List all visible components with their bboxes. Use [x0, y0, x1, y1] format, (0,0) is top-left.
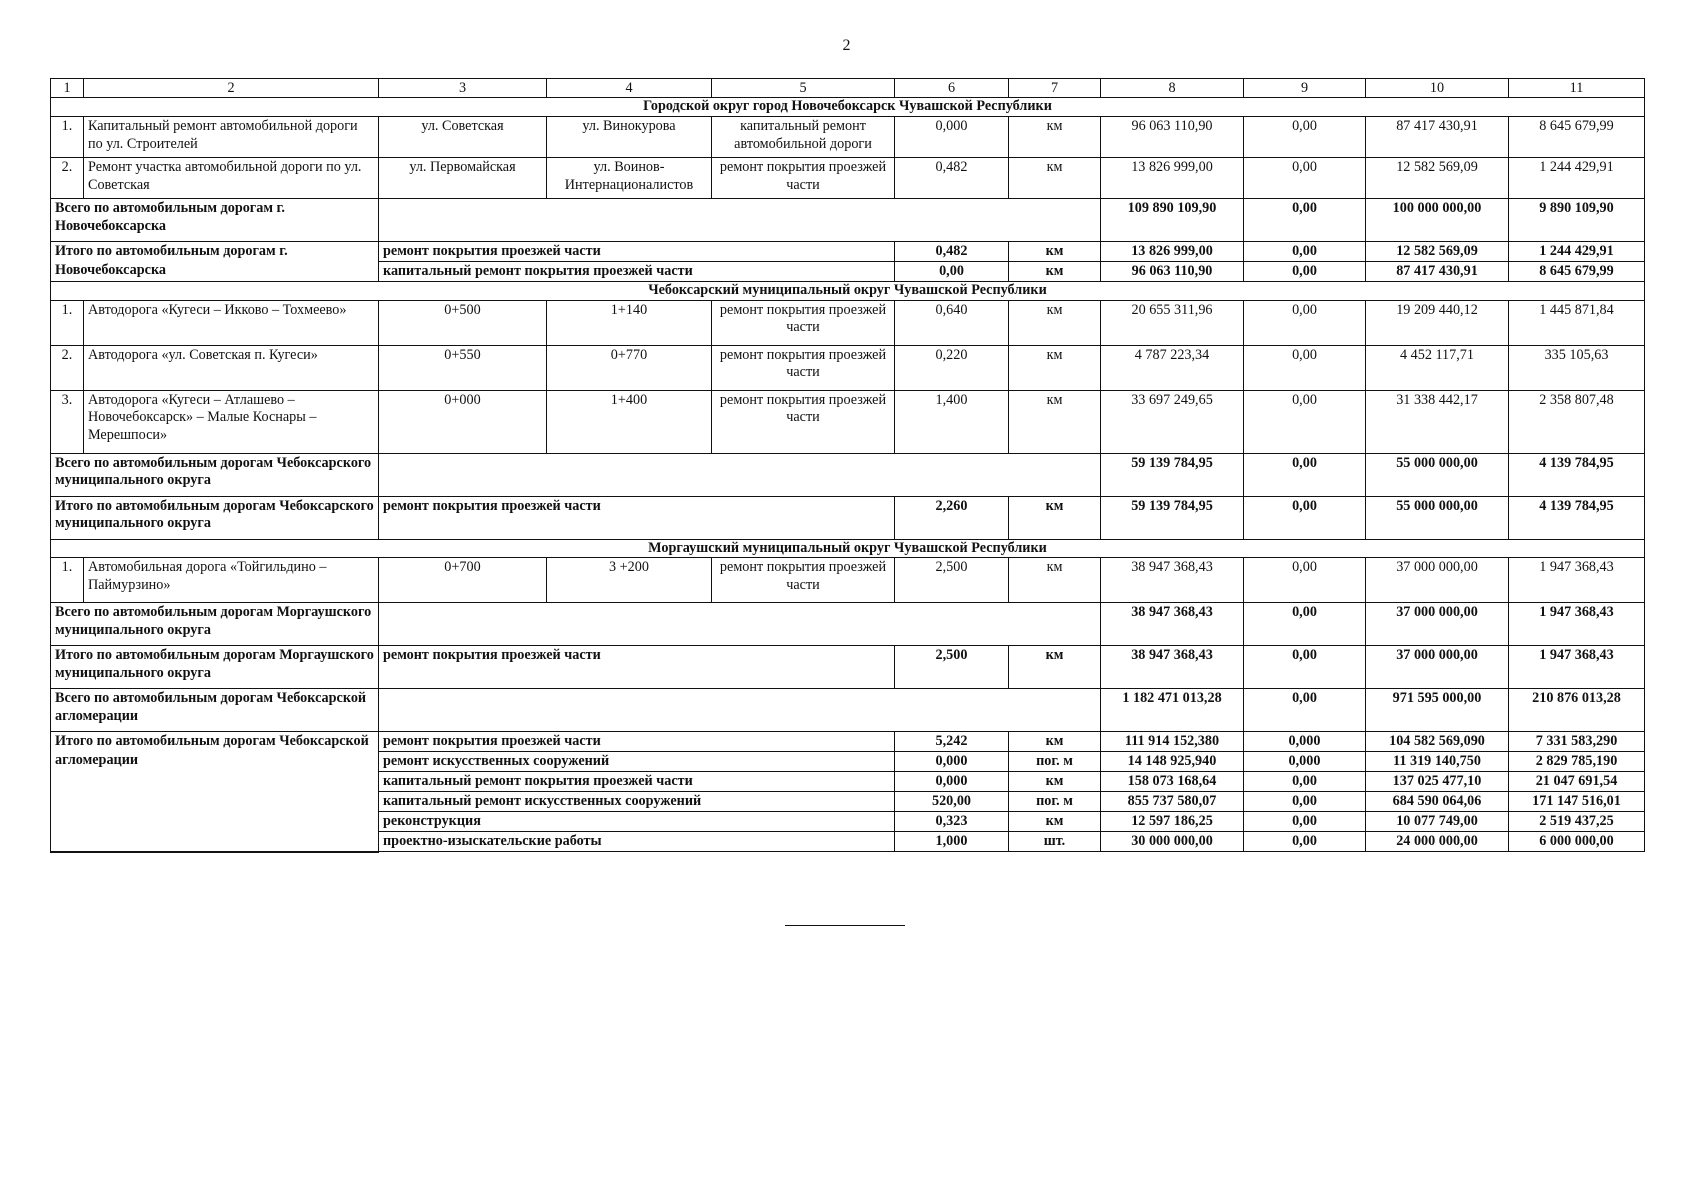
section-title-row	[51, 98, 1645, 117]
row-number: 3.	[51, 390, 84, 453]
quantity: 1,400	[895, 390, 1009, 453]
total-cost: 38 947 368,43	[1101, 646, 1244, 689]
total-cost: 59 139 784,95	[1101, 496, 1244, 539]
local-funds: 8 645 679,99	[1509, 116, 1645, 157]
local-funds: 8 645 679,99	[1509, 261, 1645, 281]
agglomeration-total-row	[51, 732, 1645, 752]
work-type: ремонт покрытия проезжей части	[712, 157, 895, 198]
total-cost: 12 597 186,25	[1101, 812, 1244, 832]
segment-start: ул. Советская	[379, 116, 547, 157]
total-cost: 96 063 110,90	[1101, 261, 1244, 281]
total-cost: 96 063 110,90	[1101, 116, 1244, 157]
column-number-8: 8	[1101, 79, 1244, 98]
quantity: 0,00	[895, 261, 1009, 281]
federal-funds: 0,00	[1244, 832, 1366, 852]
total-cost: 13 826 999,00	[1101, 241, 1244, 261]
total-cost: 59 139 784,95	[1101, 453, 1244, 496]
federal-funds: 0,00	[1244, 345, 1366, 390]
agglomeration-subtotal-row	[51, 689, 1645, 732]
regional-funds: 4 452 117,71	[1366, 345, 1509, 390]
road-name: Ремонт участка автомобильной дороги по ул. Советская	[84, 157, 379, 198]
total-label: Итого по автомобильным дорогам Моргаушского муниципального округа	[51, 646, 379, 689]
quantity: 0,220	[895, 345, 1009, 390]
quantity: 0,000	[895, 116, 1009, 157]
work-type: капитальный ремонт искусственных сооружений	[379, 792, 895, 812]
section-title: Моргаушский муниципальный округ Чувашской Республики	[51, 539, 1645, 558]
quantity: 2,500	[895, 558, 1009, 603]
work-type: ремонт покрытия проезжей части	[379, 241, 895, 261]
regional-funds: 55 000 000,00	[1366, 496, 1509, 539]
subtotal-row	[51, 198, 1645, 241]
quantity: 0,000	[895, 752, 1009, 772]
unit: км	[1009, 345, 1101, 390]
federal-funds: 0,00	[1244, 300, 1366, 345]
local-funds: 171 147 516,01	[1509, 792, 1645, 812]
total-cost: 855 737 580,07	[1101, 792, 1244, 812]
federal-funds: 0,00	[1244, 241, 1366, 261]
segment-end: 3 +200	[547, 558, 712, 603]
segment-end: 1+400	[547, 390, 712, 453]
table-row	[51, 345, 1645, 390]
quantity: 2,260	[895, 496, 1009, 539]
row-number: 1.	[51, 300, 84, 345]
regional-funds: 100 000 000,00	[1366, 198, 1509, 241]
unit: пог. м	[1009, 752, 1101, 772]
unit: км	[1009, 261, 1101, 281]
table-row	[51, 390, 1645, 453]
section-title: Городской округ город Новочебоксарск Чувашской Республики	[51, 98, 1645, 117]
subtotal-row	[51, 603, 1645, 646]
road-name: Автодорога «ул. Советская п. Кугеси»	[84, 345, 379, 390]
segment-start: ул. Первомайская	[379, 157, 547, 198]
work-type: ремонт покрытия проезжей части	[712, 345, 895, 390]
federal-funds: 0,000	[1244, 752, 1366, 772]
federal-funds: 0,00	[1244, 689, 1366, 732]
road-repair-table	[50, 78, 1645, 853]
local-funds: 9 890 109,90	[1509, 198, 1645, 241]
empty-cell	[379, 689, 1101, 732]
total-by-type-row	[51, 496, 1645, 539]
federal-funds: 0,00	[1244, 646, 1366, 689]
empty-cell	[379, 603, 1101, 646]
segment-end: ул. Воинов-Интернационалистов	[547, 157, 712, 198]
quantity: 2,500	[895, 646, 1009, 689]
local-funds: 1 947 368,43	[1509, 558, 1645, 603]
column-number-11: 11	[1509, 79, 1645, 98]
section-title-row	[51, 281, 1645, 300]
total-by-type-row	[51, 241, 1645, 261]
unit: км	[1009, 157, 1101, 198]
subtotal-label: Всего по автомобильным дорогам Чебоксарского муниципального округа	[51, 453, 379, 496]
total-cost: 4 787 223,34	[1101, 345, 1244, 390]
unit: км	[1009, 390, 1101, 453]
column-number-1: 1	[51, 79, 84, 98]
unit: км	[1009, 646, 1101, 689]
local-funds: 2 358 807,48	[1509, 390, 1645, 453]
unit: км	[1009, 812, 1101, 832]
unit: км	[1009, 116, 1101, 157]
quantity: 0,482	[895, 157, 1009, 198]
local-funds: 2 519 437,25	[1509, 812, 1645, 832]
total-cost: 109 890 109,90	[1101, 198, 1244, 241]
federal-funds: 0,00	[1244, 453, 1366, 496]
regional-funds: 24 000 000,00	[1366, 832, 1509, 852]
work-type: ремонт покрытия проезжей части	[379, 646, 895, 689]
subtotal-label: Всего по автомобильным дорогам Моргаушского муниципального округа	[51, 603, 379, 646]
road-name: Автодорога «Кугеси – Икково – Тохмеево»	[84, 300, 379, 345]
total-cost: 20 655 311,96	[1101, 300, 1244, 345]
quantity: 0,640	[895, 300, 1009, 345]
header-row	[51, 79, 1645, 98]
page-number: 2	[842, 37, 851, 54]
regional-funds: 87 417 430,91	[1366, 261, 1509, 281]
regional-funds: 37 000 000,00	[1366, 603, 1509, 646]
federal-funds: 0,00	[1244, 390, 1366, 453]
section-title: Чебоксарский муниципальный округ Чувашской Республики	[51, 281, 1645, 300]
segment-start: 0+550	[379, 345, 547, 390]
work-type: ремонт покрытия проезжей части	[712, 390, 895, 453]
quantity: 5,242	[895, 732, 1009, 752]
column-number-9: 9	[1244, 79, 1366, 98]
regional-funds: 137 025 477,10	[1366, 772, 1509, 792]
local-funds: 6 000 000,00	[1509, 832, 1645, 852]
work-type: капитальный ремонт автомобильной дороги	[712, 116, 895, 157]
empty-cell	[379, 198, 1101, 241]
total-cost: 111 914 152,380	[1101, 732, 1244, 752]
work-type: ремонт покрытия проезжей части	[379, 732, 895, 752]
work-type: капитальный ремонт покрытия проезжей части	[379, 261, 895, 281]
segment-end: ул. Винокурова	[547, 116, 712, 157]
local-funds: 335 105,63	[1509, 345, 1645, 390]
local-funds: 4 139 784,95	[1509, 453, 1645, 496]
local-funds: 1 244 429,91	[1509, 157, 1645, 198]
table-row	[51, 116, 1645, 157]
table-row	[51, 300, 1645, 345]
federal-funds: 0,00	[1244, 558, 1366, 603]
federal-funds: 0,00	[1244, 603, 1366, 646]
unit: шт.	[1009, 832, 1101, 852]
work-type: ремонт покрытия проезжей части	[712, 558, 895, 603]
federal-funds: 0,00	[1244, 792, 1366, 812]
subtotal-row	[51, 453, 1645, 496]
quantity: 0,000	[895, 772, 1009, 792]
local-funds: 2 829 785,190	[1509, 752, 1645, 772]
regional-funds: 971 595 000,00	[1366, 689, 1509, 732]
column-number-2: 2	[84, 79, 379, 98]
total-cost: 158 073 168,64	[1101, 772, 1244, 792]
row-number: 1.	[51, 116, 84, 157]
column-number-7: 7	[1009, 79, 1101, 98]
road-name: Автодорога «Кугеси – Атлашево – Новочебоксарск» – Малые Коснары – Мерешпоси»	[84, 390, 379, 453]
federal-funds: 0,00	[1244, 772, 1366, 792]
column-number-6: 6	[895, 79, 1009, 98]
quantity: 0,482	[895, 241, 1009, 261]
federal-funds: 0,00	[1244, 812, 1366, 832]
section-title-row	[51, 539, 1645, 558]
regional-funds: 11 319 140,750	[1366, 752, 1509, 772]
local-funds: 4 139 784,95	[1509, 496, 1645, 539]
unit: км	[1009, 300, 1101, 345]
local-funds: 1 947 368,43	[1509, 646, 1645, 689]
row-number: 1.	[51, 558, 84, 603]
segment-end: 1+140	[547, 300, 712, 345]
unit: км	[1009, 732, 1101, 752]
column-number-3: 3	[379, 79, 547, 98]
end-divider	[785, 925, 905, 926]
road-name: Капитальный ремонт автомобильной дороги по ул. Строителей	[84, 116, 379, 157]
local-funds: 1 445 871,84	[1509, 300, 1645, 345]
segment-start: 0+500	[379, 300, 547, 345]
regional-funds: 37 000 000,00	[1366, 646, 1509, 689]
quantity: 1,000	[895, 832, 1009, 852]
segment-end: 0+770	[547, 345, 712, 390]
work-type: ремонт искусственных сооружений	[379, 752, 895, 772]
federal-funds: 0,00	[1244, 157, 1366, 198]
unit: км	[1009, 241, 1101, 261]
total-cost: 38 947 368,43	[1101, 603, 1244, 646]
local-funds: 210 876 013,28	[1509, 689, 1645, 732]
unit: км	[1009, 496, 1101, 539]
federal-funds: 0,00	[1244, 116, 1366, 157]
subtotal-label: Всего по автомобильным дорогам Чебоксарской агломерации	[51, 689, 379, 732]
regional-funds: 87 417 430,91	[1366, 116, 1509, 157]
quantity: 520,00	[895, 792, 1009, 812]
segment-start: 0+700	[379, 558, 547, 603]
federal-funds: 0,00	[1244, 261, 1366, 281]
regional-funds: 684 590 064,06	[1366, 792, 1509, 812]
regional-funds: 55 000 000,00	[1366, 453, 1509, 496]
total-label: Итого по автомобильным дорогам г. Новочебоксарска	[51, 241, 379, 281]
total-label: Итого по автомобильным дорогам Чебоксарской агломерации	[51, 732, 379, 852]
empty-cell	[379, 453, 1101, 496]
federal-funds: 0,000	[1244, 732, 1366, 752]
work-type: реконструкция	[379, 812, 895, 832]
unit: пог. м	[1009, 792, 1101, 812]
local-funds: 1 947 368,43	[1509, 603, 1645, 646]
table-row	[51, 558, 1645, 603]
row-number: 2.	[51, 157, 84, 198]
road-name: Автомобильная дорога «Тойгильдино – Паймурзино»	[84, 558, 379, 603]
column-number-10: 10	[1366, 79, 1509, 98]
total-cost: 14 148 925,940	[1101, 752, 1244, 772]
total-cost: 33 697 249,65	[1101, 390, 1244, 453]
work-type: ремонт покрытия проезжей части	[379, 496, 895, 539]
regional-funds: 12 582 569,09	[1366, 157, 1509, 198]
local-funds: 1 244 429,91	[1509, 241, 1645, 261]
total-cost: 13 826 999,00	[1101, 157, 1244, 198]
work-type: капитальный ремонт покрытия проезжей части	[379, 772, 895, 792]
column-number-5: 5	[712, 79, 895, 98]
total-cost: 1 182 471 013,28	[1101, 689, 1244, 732]
segment-start: 0+000	[379, 390, 547, 453]
local-funds: 7 331 583,290	[1509, 732, 1645, 752]
regional-funds: 104 582 569,090	[1366, 732, 1509, 752]
quantity: 0,323	[895, 812, 1009, 832]
regional-funds: 31 338 442,17	[1366, 390, 1509, 453]
regional-funds: 12 582 569,09	[1366, 241, 1509, 261]
work-type: проектно-изыскательские работы	[379, 832, 895, 852]
regional-funds: 37 000 000,00	[1366, 558, 1509, 603]
total-cost: 30 000 000,00	[1101, 832, 1244, 852]
row-number: 2.	[51, 345, 84, 390]
federal-funds: 0,00	[1244, 198, 1366, 241]
total-by-type-row	[51, 646, 1645, 689]
unit: км	[1009, 772, 1101, 792]
local-funds: 21 047 691,54	[1509, 772, 1645, 792]
total-label: Итого по автомобильным дорогам Чебоксарского муниципального округа	[51, 496, 379, 539]
subtotal-label: Всего по автомобильным дорогам г. Новочебоксарска	[51, 198, 379, 241]
regional-funds: 19 209 440,12	[1366, 300, 1509, 345]
federal-funds: 0,00	[1244, 496, 1366, 539]
table-row	[51, 157, 1645, 198]
work-type: ремонт покрытия проезжей части	[712, 300, 895, 345]
unit: км	[1009, 558, 1101, 603]
total-cost: 38 947 368,43	[1101, 558, 1244, 603]
column-number-4: 4	[547, 79, 712, 98]
regional-funds: 10 077 749,00	[1366, 812, 1509, 832]
